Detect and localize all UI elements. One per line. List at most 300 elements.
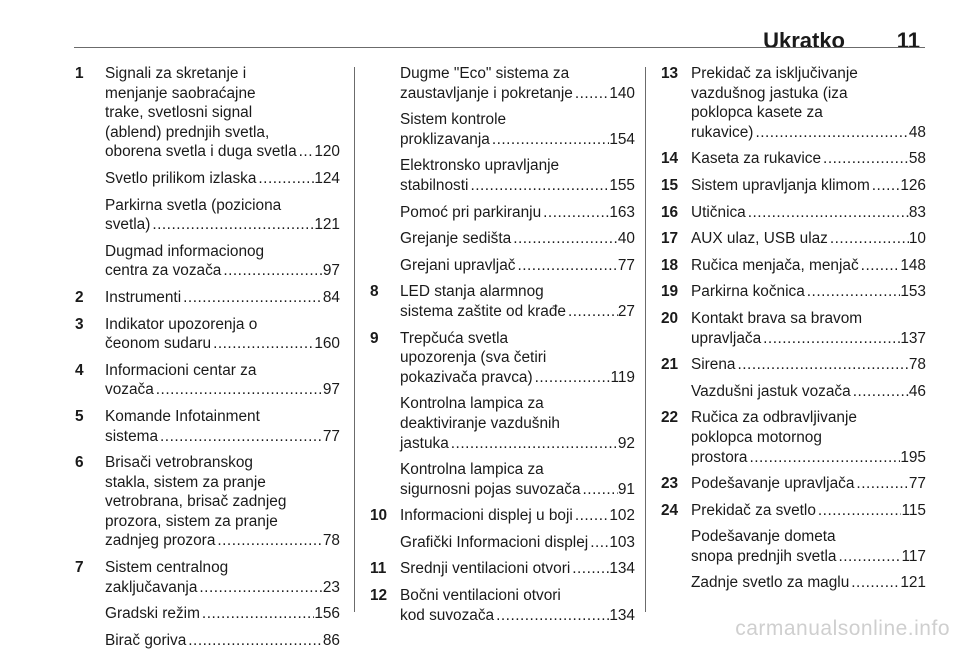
column-divider [645, 67, 646, 612]
entry-text: Grejanje sedišta [400, 230, 512, 248]
entry-last-line [691, 382, 926, 402]
dot-leader [449, 434, 618, 454]
entry-body [400, 110, 635, 149]
index-entry[interactable] [75, 64, 340, 162]
entry-body [691, 382, 926, 402]
entry-number: 21 [661, 356, 679, 374]
entry-last-line [691, 448, 926, 468]
dot-leader [573, 506, 610, 526]
entry-page-ref[interactable]: 10 [908, 230, 926, 248]
entry-last-line [400, 480, 635, 500]
entry-page-ref[interactable]: 86 [322, 631, 340, 649]
entry-text: Instrumenti [105, 288, 182, 306]
entry-text: Sirena [691, 356, 736, 374]
entry-last-line [691, 149, 926, 169]
entry-number: 19 [661, 283, 679, 301]
entry-text-line: upozorenja (sva četiri [400, 349, 547, 367]
entry-text: Informacioni displej u boji [400, 507, 573, 525]
dot-leader [256, 169, 314, 189]
entry-text-line: poklopca kasete za [691, 104, 823, 122]
dot-leader [849, 573, 900, 593]
index-entry[interactable] [661, 203, 926, 223]
entry-body [691, 229, 926, 249]
entry-last-line [105, 288, 340, 308]
dot-leader [511, 229, 618, 249]
entry-page-ref[interactable]: 58 [908, 150, 926, 168]
entry-last-line [105, 380, 340, 400]
entry-text-line: vetrobrana, brisač zadnjeg [105, 493, 287, 511]
dot-leader [581, 480, 618, 500]
entry-text: sistema zaštite od krađe [400, 302, 566, 320]
dot-leader [816, 501, 902, 521]
entry-body [691, 64, 926, 142]
index-entry[interactable] [370, 282, 635, 321]
entry-number: 4 [75, 361, 84, 379]
entry-text: zaustavljanje i pokretanje [400, 84, 573, 102]
entry-number: 10 [370, 507, 388, 525]
index-entry[interactable] [661, 408, 926, 467]
index-entry[interactable] [75, 604, 340, 624]
entry-page-ref[interactable]: 134 [609, 606, 635, 624]
entry-text: centra za vozača [105, 262, 222, 280]
entry-number: 23 [661, 475, 679, 493]
entry-number: 15 [661, 176, 679, 194]
entry-text: AUX ulaz, USB ulaz [691, 230, 828, 248]
index-entry[interactable] [661, 149, 926, 169]
entry-text: upravljača [691, 329, 762, 347]
index-entry[interactable] [661, 64, 926, 142]
entry-body [691, 408, 926, 467]
entry-page-ref[interactable]: 77 [322, 427, 340, 445]
dot-leader [197, 578, 322, 598]
entry-page-ref[interactable]: 27 [617, 302, 635, 320]
entry-page-ref[interactable]: 46 [908, 382, 926, 400]
index-entry[interactable] [370, 203, 635, 223]
entry-page-ref[interactable]: 23 [322, 578, 340, 596]
entry-page-ref[interactable]: 153 [900, 283, 926, 301]
dot-leader [158, 427, 323, 447]
entry-page-ref[interactable]: 103 [609, 533, 635, 551]
entry-last-line [400, 302, 635, 322]
entry-last-line [105, 334, 340, 354]
index-entry[interactable] [75, 315, 340, 354]
entry-page-ref[interactable]: 124 [314, 169, 340, 187]
entry-last-line [400, 368, 635, 388]
index-entry[interactable] [75, 361, 340, 400]
entry-body [105, 169, 340, 189]
index-entry[interactable] [75, 558, 340, 597]
entry-body [691, 256, 926, 276]
entry-number: 1 [75, 65, 84, 82]
entry-last-line [400, 84, 635, 104]
entry-body [105, 315, 340, 354]
entry-body [400, 203, 635, 223]
entry-page-ref[interactable]: 160 [314, 335, 340, 353]
entry-text: Podešavanje upravljača [691, 475, 855, 493]
entry-last-line [691, 547, 926, 567]
entry-text-line: Dugme "Eco" sistema za [400, 65, 570, 82]
entry-body [400, 156, 635, 195]
index-entry[interactable] [75, 453, 340, 551]
entry-text: Utičnica [691, 203, 746, 221]
dot-leader [828, 229, 909, 249]
entry-number: 6 [75, 454, 84, 472]
entry-text: snopa prednjih svetla [691, 547, 837, 565]
dot-leader [851, 382, 909, 402]
dot-leader [150, 215, 314, 235]
entry-text-line: prozora, sistem za pranje [105, 512, 278, 530]
dot-leader [859, 256, 901, 276]
index-entry[interactable] [661, 256, 926, 276]
entry-text: sistema [105, 427, 159, 445]
index-entry[interactable] [661, 474, 926, 494]
entry-page-ref[interactable]: 77 [908, 475, 926, 493]
entry-page-ref[interactable]: 195 [900, 448, 926, 466]
dot-leader [154, 380, 323, 400]
entry-text: kod suvozača [400, 606, 495, 624]
dot-leader [215, 531, 323, 551]
entry-text-line: Bočni ventilacioni otvori [400, 587, 561, 605]
entry-text-line: Komande Infotainment [105, 407, 260, 425]
entry-number: 9 [370, 329, 379, 347]
entry-text: Kaseta za rukavice [691, 150, 822, 168]
entry-page-ref[interactable]: 91 [617, 480, 635, 498]
entry-text: prostora [691, 448, 748, 466]
entry-body [691, 149, 926, 169]
entry-text: Prekidač za svetlo [691, 501, 816, 519]
entry-text: Gradski režim [105, 605, 200, 623]
entry-page-ref[interactable]: 163 [609, 203, 635, 221]
index-entry[interactable] [370, 460, 635, 499]
dot-leader [490, 130, 609, 150]
dot-leader [570, 559, 609, 579]
entry-body [691, 355, 926, 375]
entry-text: Svetlo prilikom izlaska [105, 169, 257, 187]
entry-page-ref[interactable]: 115 [901, 501, 926, 519]
entry-text: čeonom sudaru [105, 335, 212, 353]
dot-leader [533, 368, 611, 388]
entry-text: oborena svetla i duga svetla [105, 143, 297, 161]
entry-last-line [105, 142, 340, 162]
index-entry[interactable] [661, 309, 926, 348]
entry-text: Parkirna kočnica [691, 283, 805, 301]
index-column-1 [75, 64, 340, 657]
entry-page-ref[interactable]: 148 [900, 256, 926, 274]
entry-text: vozača [105, 381, 154, 399]
entry-number: 11 [370, 560, 387, 578]
entry-page-ref[interactable]: 92 [617, 434, 635, 452]
index-entry[interactable] [75, 631, 340, 651]
entry-body [691, 474, 926, 494]
entry-page-ref[interactable]: 102 [609, 507, 635, 525]
index-entry[interactable] [75, 169, 340, 189]
entry-last-line [400, 256, 635, 276]
dot-leader [211, 334, 314, 354]
entry-last-line [400, 434, 635, 454]
dot-leader [588, 533, 609, 553]
index-entry[interactable] [661, 176, 926, 196]
entry-body [105, 288, 340, 308]
dot-leader [821, 149, 909, 169]
entry-number: 2 [75, 288, 84, 306]
index-entry[interactable] [661, 229, 926, 249]
entry-last-line [691, 329, 926, 349]
entry-body [691, 176, 926, 196]
dot-leader [221, 261, 323, 281]
dot-leader [181, 288, 323, 308]
entry-body [105, 64, 340, 162]
entry-body [691, 282, 926, 302]
dot-leader [747, 448, 900, 468]
entry-last-line [691, 474, 926, 494]
entry-number: 13 [661, 65, 679, 82]
dot-leader [297, 142, 315, 162]
entry-number: 12 [370, 587, 388, 605]
entry-body [105, 604, 340, 624]
entry-body [400, 533, 635, 553]
entry-body [691, 573, 926, 593]
entry-number: 18 [661, 256, 679, 274]
entry-text-line: deaktiviranje vazdušnih [400, 414, 560, 432]
entry-text-line: vazdušnog jastuka (iza [691, 84, 848, 102]
index-entry[interactable] [75, 196, 340, 235]
entry-page-ref[interactable]: 40 [617, 230, 635, 248]
entry-text-line: Signali za skretanje i [105, 65, 247, 82]
entry-text-line: Ručica za odbravljivanje [691, 409, 857, 427]
entry-text: Ručica menjača, menjač [691, 256, 859, 274]
entry-body [400, 256, 635, 276]
entry-page-ref[interactable]: 137 [900, 329, 926, 347]
entry-text: zaključavanja [105, 578, 198, 596]
dot-leader [566, 302, 618, 322]
dot-leader [186, 631, 323, 651]
entry-text-line: Prekidač za isključivanje [691, 65, 858, 82]
entry-last-line [400, 533, 635, 553]
entry-number: 8 [370, 283, 379, 301]
entry-page-ref[interactable]: 78 [322, 532, 340, 550]
entry-text-line: menjanje saobraćajne [105, 84, 256, 102]
entry-last-line [691, 573, 926, 593]
entry-text-line: Dugmad informacionog [105, 242, 265, 260]
entry-text-line: Kontakt brava sa bravom [691, 309, 863, 327]
entry-number: 14 [661, 150, 679, 168]
entry-page-ref[interactable]: 119 [610, 368, 635, 386]
entry-page-ref[interactable]: 83 [908, 203, 926, 221]
entry-page-ref[interactable]: 84 [322, 288, 340, 306]
entry-text-line: Kontrolna lampica za [400, 395, 544, 413]
entry-last-line [691, 123, 926, 143]
entry-text-line: Brisači vetrobranskog [105, 454, 253, 472]
entry-last-line [691, 501, 926, 521]
entry-text: Grejani upravljač [400, 256, 516, 274]
index-entry[interactable] [370, 506, 635, 526]
dot-leader [870, 176, 901, 196]
watermark: carmanualsonline.info [735, 617, 950, 640]
entry-last-line [400, 229, 635, 249]
index-entry[interactable] [75, 242, 340, 281]
entry-last-line [691, 282, 926, 302]
entry-body [105, 361, 340, 400]
entry-text-line: Trepčuća svetla [400, 329, 509, 347]
entry-text-line: trake, svetlosni signal [105, 104, 253, 122]
entry-text: Grafički Informacioni displej [400, 533, 589, 551]
index-entry[interactable] [370, 229, 635, 249]
entry-last-line [105, 531, 340, 551]
entry-last-line [400, 176, 635, 196]
entry-page-ref[interactable]: 121 [900, 574, 926, 592]
dot-leader [515, 256, 617, 276]
entry-last-line [691, 229, 926, 249]
index-entry[interactable] [370, 110, 635, 149]
entry-page-ref[interactable]: 140 [609, 84, 635, 102]
dot-leader [200, 604, 314, 624]
entry-page-ref[interactable]: 134 [609, 560, 635, 578]
entry-body [691, 309, 926, 348]
entry-text: Srednji ventilacioni otvori [400, 560, 571, 578]
entry-body [105, 453, 340, 551]
entry-body [400, 394, 635, 453]
entry-text-line: Indikator upozorenja o [105, 315, 258, 333]
entry-last-line [105, 578, 340, 598]
entry-last-line [691, 355, 926, 375]
entry-text: svetla) [105, 216, 151, 234]
entry-last-line [105, 261, 340, 281]
dot-leader [761, 329, 900, 349]
entry-last-line [691, 203, 926, 223]
dot-leader [805, 282, 901, 302]
dot-leader [753, 123, 908, 143]
entry-body [400, 586, 635, 625]
index-entry[interactable] [370, 586, 635, 625]
dot-leader [541, 203, 609, 223]
entry-text-line: Elektronsko upravljanje [400, 157, 560, 175]
index-entry[interactable] [75, 288, 340, 308]
index-entry[interactable] [370, 329, 635, 388]
index-entry[interactable] [370, 156, 635, 195]
entry-text: Vazdušni jastuk vozača [691, 382, 851, 400]
entry-page-ref[interactable]: 120 [314, 143, 340, 161]
entry-text: zadnjeg prozora [105, 532, 216, 550]
dot-leader [573, 84, 609, 104]
entry-number: 24 [661, 501, 679, 519]
entry-body [105, 407, 340, 446]
page-number: 11 [896, 28, 920, 53]
entry-text: Sistem upravljanja klimom [691, 176, 870, 194]
index-entry[interactable] [370, 256, 635, 276]
dot-leader [836, 547, 901, 567]
entry-last-line [105, 215, 340, 235]
entry-text-line: Sistem kontrole [400, 111, 507, 129]
entry-text: stabilnosti [400, 176, 469, 194]
entry-page-ref[interactable]: 77 [617, 256, 635, 274]
entry-text-line: Kontrolna lampica za [400, 461, 544, 479]
index-entry[interactable] [370, 64, 635, 103]
index-entry[interactable] [661, 527, 926, 566]
entry-last-line [105, 169, 340, 189]
entry-text: Zadnje svetlo za maglu [691, 574, 850, 592]
entry-page-ref[interactable]: 121 [314, 216, 340, 234]
entry-last-line [105, 604, 340, 624]
entry-page-ref[interactable]: 154 [609, 130, 635, 148]
entry-body [400, 64, 635, 103]
entry-body [105, 558, 340, 597]
index-entry[interactable] [370, 394, 635, 453]
index-column-2 [370, 64, 635, 632]
entry-body [400, 559, 635, 579]
entry-body [105, 242, 340, 281]
entry-page-ref[interactable]: 155 [609, 176, 635, 194]
index-entry[interactable] [661, 382, 926, 402]
entry-page-ref[interactable]: 97 [322, 262, 340, 280]
entry-page-ref[interactable]: 117 [901, 547, 926, 565]
entry-last-line [400, 203, 635, 223]
entry-number: 22 [661, 409, 679, 427]
index-entry[interactable] [370, 533, 635, 553]
entry-last-line [691, 176, 926, 196]
entry-body [400, 460, 635, 499]
entry-page-ref[interactable]: 48 [908, 123, 926, 141]
entry-number: 3 [75, 315, 84, 333]
entry-body [400, 282, 635, 321]
index-entry[interactable] [661, 282, 926, 302]
entry-body [691, 203, 926, 223]
entry-text-line: (ablend) prednjih svetla, [105, 123, 270, 141]
entry-number: 16 [661, 203, 679, 221]
entry-page-ref[interactable]: 156 [314, 605, 340, 623]
dot-leader [468, 176, 609, 196]
entry-last-line [400, 506, 635, 526]
entry-page-ref[interactable]: 78 [908, 356, 926, 374]
index-entry[interactable] [370, 559, 635, 579]
entry-last-line [400, 606, 635, 626]
dot-leader [854, 474, 908, 494]
entry-text: sigurnosni pojas suvozača [400, 480, 581, 498]
entry-last-line [105, 631, 340, 651]
entry-last-line [105, 427, 340, 447]
entry-text: proklizavanja [400, 130, 490, 148]
entry-page-ref[interactable]: 97 [322, 381, 340, 399]
entry-body [105, 196, 340, 235]
entry-number: 5 [75, 407, 84, 425]
dot-leader [494, 606, 609, 626]
entry-text-line: Podešavanje dometa [691, 528, 836, 546]
entry-body [400, 229, 635, 249]
entry-text: jastuka [400, 434, 449, 452]
entry-text-line: Parkirna svetla (poziciona [105, 196, 282, 214]
entry-page-ref[interactable]: 126 [900, 176, 926, 194]
entry-text-line: LED stanja alarmnog [400, 283, 544, 301]
index-entry[interactable] [661, 501, 926, 521]
entry-number: 20 [661, 309, 679, 327]
entry-text-line: Sistem centralnog [105, 559, 229, 577]
index-entry[interactable] [75, 407, 340, 446]
entry-body [691, 527, 926, 566]
entry-body [400, 329, 635, 388]
dot-leader [736, 355, 909, 375]
entry-number: 7 [75, 559, 84, 577]
index-entry[interactable] [661, 355, 926, 375]
entry-body [691, 501, 926, 521]
page-header-title: Ukratko [763, 28, 845, 53]
entry-text-line: stakla, sistem za pranje [105, 473, 266, 491]
entry-number: 17 [661, 230, 679, 248]
entry-text: pokazivača pravca) [400, 368, 533, 386]
index-entry[interactable] [661, 573, 926, 593]
entry-text: rukavice) [691, 123, 754, 141]
entry-body [400, 506, 635, 526]
column-divider [354, 67, 355, 612]
header-rule [74, 47, 925, 48]
